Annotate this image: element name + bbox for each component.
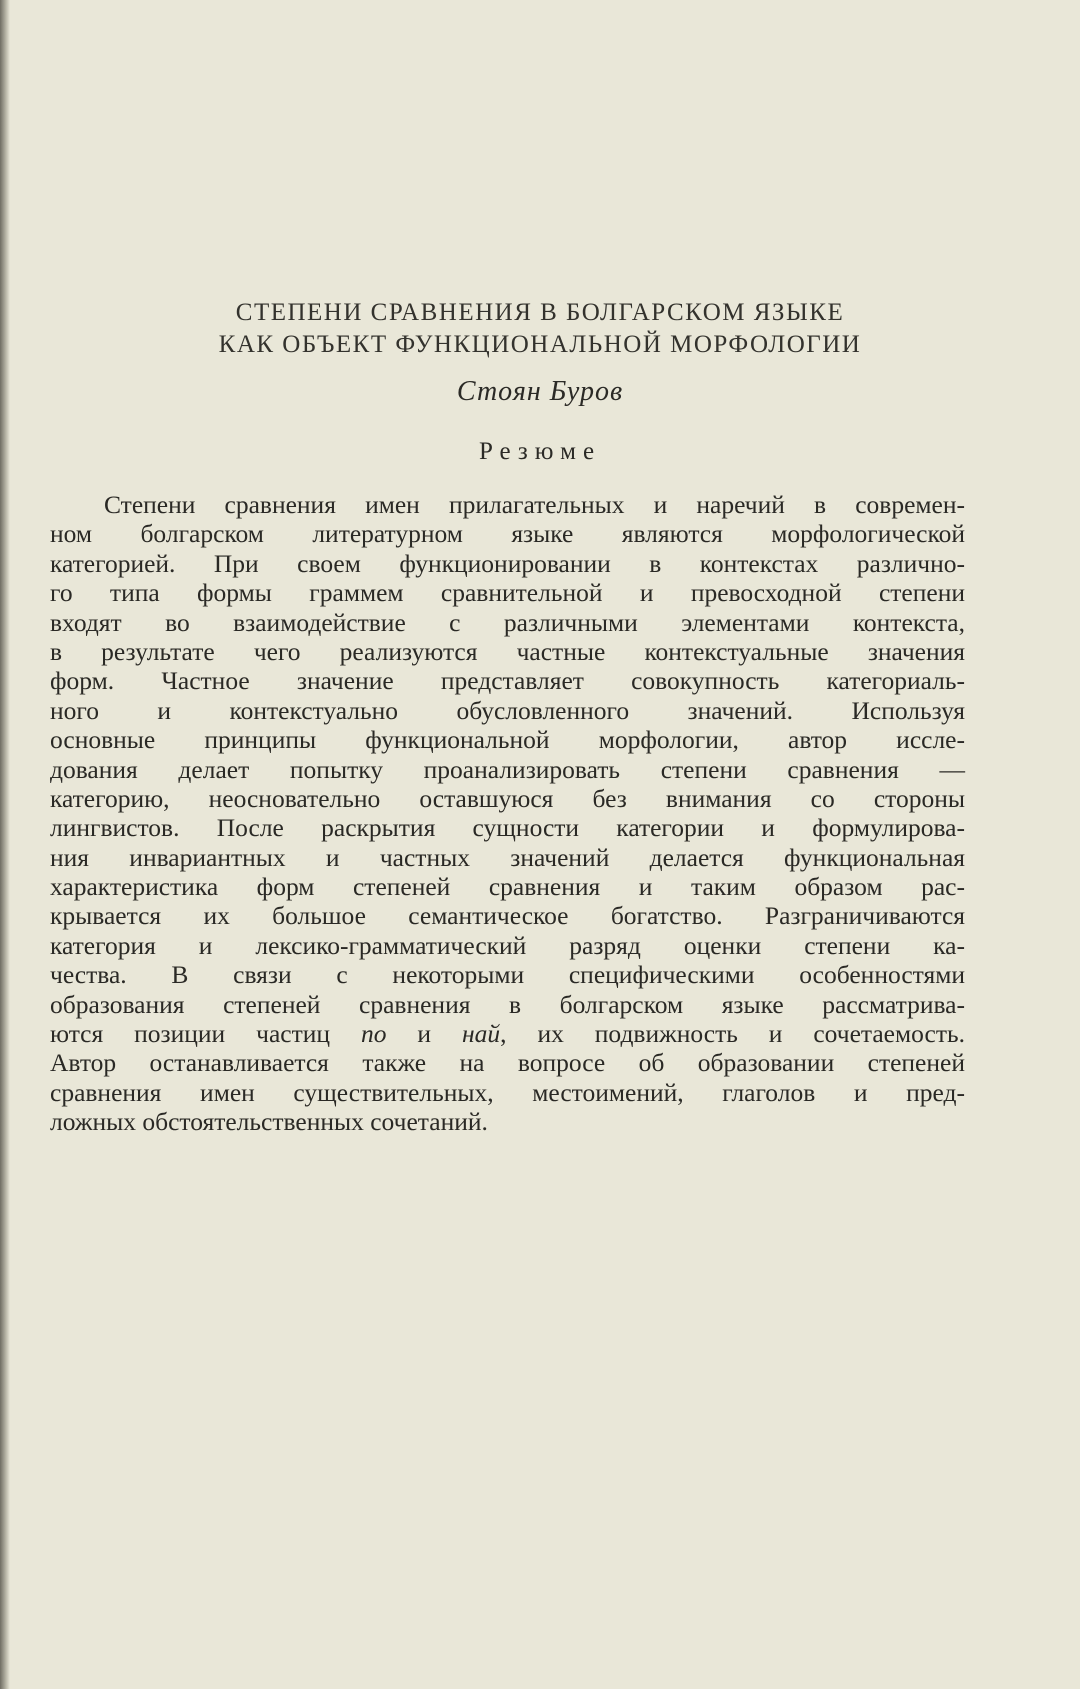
summary-line: категорией. При своем функционировании в контекстах различно- xyxy=(50,548,965,578)
summary-line: лингвистов. После раскрытия сущности категории и формулирова- xyxy=(50,813,965,843)
summary-line: в результате чего реализуются частные контекстуальные значения xyxy=(50,636,965,666)
particle-line-after: , их подвижность и сочетаемость. xyxy=(500,1019,965,1049)
summary-line: характеристика форм степеней сравнения и таким образом рас- xyxy=(50,872,965,902)
article-author: Стоян Буров xyxy=(456,376,624,407)
summary-line: ния инвариантных и частных значений делается функциональная xyxy=(50,842,965,872)
particle-line-before: ются позиции частиц xyxy=(50,1019,361,1049)
summary-line: образования степеней сравнения в болгарском языке рассматрива- xyxy=(50,989,965,1019)
summary-line: го типа формы граммем сравнительной и превосходной степени xyxy=(50,578,965,608)
summary-paragraph xyxy=(50,490,965,1137)
summary-line-last: ложных обстоятельственных сочетаний. xyxy=(50,1107,488,1137)
summary-line: сравнения имен существительных, местоимений, глаголов и пред- xyxy=(50,1077,965,1107)
article-title-line-2: КАК ОБЪЕКТ ФУНКЦИОНАЛЬНОЙ МОРФОЛОГИИ xyxy=(218,331,862,358)
summary-line-particles xyxy=(50,1019,965,1048)
summary-line: Автор останавливается также на вопросе об образовании степеней xyxy=(50,1048,965,1078)
summary-line: основные принципы функциональной морфологии, автор иссле- xyxy=(50,725,965,755)
summary-line: дования делает попытку проанализировать степени сравнения — xyxy=(50,754,965,784)
section-heading-summary: Резюме xyxy=(478,438,602,465)
particle-nai: най xyxy=(461,1019,501,1049)
summary-line: крывается их большое семантическое богатство. Разграничиваются xyxy=(50,901,965,931)
summary-line: ном болгарском литературном языке являются морфологической xyxy=(50,519,965,549)
particle-line-between: и xyxy=(386,1019,462,1049)
summary-line: категория и лексико-грамматический разряд оценки степени ка- xyxy=(50,930,965,960)
summary-line: форм. Частное значение представляет совокупность категориаль- xyxy=(50,666,965,696)
summary-line: категорию, неосновательно оставшуюся без внимания со стороны xyxy=(50,783,965,813)
summary-line: Степени сравнения имен прилагательных и наречий в современ- xyxy=(104,490,965,519)
summary-line: ного и контекстуально обусловленного значений. Используя xyxy=(50,695,965,725)
particle-po: по xyxy=(360,1019,387,1049)
summary-line: чества. В связи с некоторыми специфическими особенностями xyxy=(50,960,965,990)
summary-line: входят во взаимодействие с различными элементами контекста, xyxy=(50,607,965,637)
article-title-line-1: СТЕПЕНИ СРАВНЕНИЯ В БОЛГАРСКОМ ЯЗЫКЕ xyxy=(235,299,845,326)
